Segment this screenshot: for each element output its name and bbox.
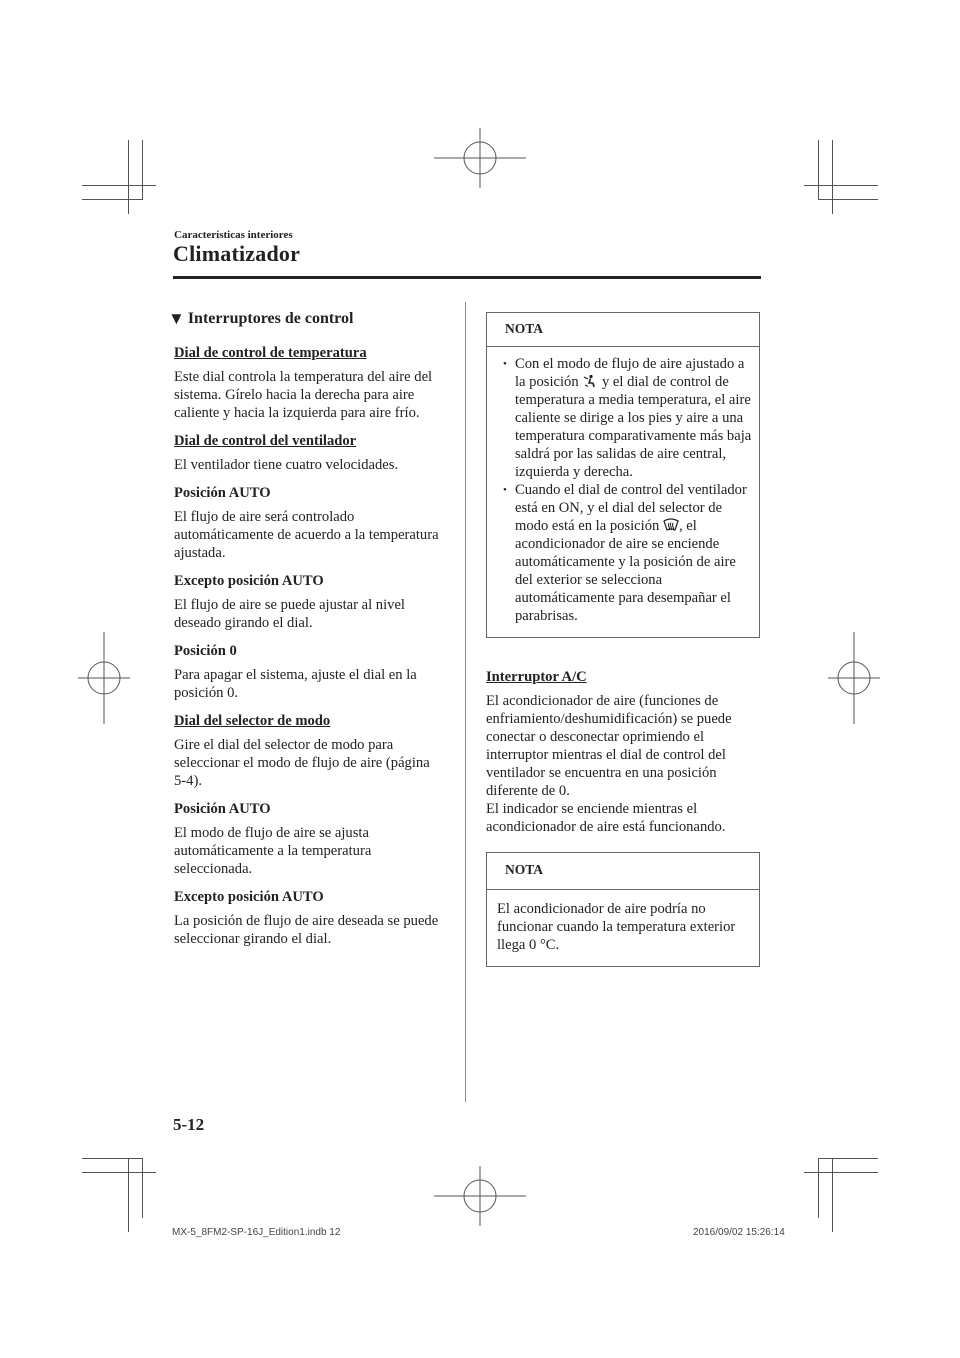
mode-dial-title: Dial del selector de modo — [174, 713, 331, 729]
fan-zero-title: Posición 0 — [174, 643, 237, 659]
nota-list — [487, 355, 759, 625]
section-heading-text: Interruptores de control — [187, 310, 354, 327]
nota-box-2 — [486, 852, 760, 967]
fan-dial-text: El ventilador tiene cuatro velocidades. — [174, 457, 399, 473]
registration-mark-bottom — [434, 1166, 526, 1226]
triangle-down-icon: ▼ — [168, 309, 185, 328]
nota-box-1 — [486, 312, 760, 638]
footer-filename: MX-5_8FM2-SP-16J_Edition1.indb 12 — [172, 1227, 341, 1238]
floor-dash-airflow-icon — [582, 374, 598, 388]
fan-auto-text: El flujo de aire será controlado automáticamente de acuerdo a la temperatura ajustada. — [174, 509, 439, 561]
fan-zero-text: Para apagar el sistema, ajuste el dial en la posición 0. — [174, 667, 417, 701]
nota-rule-1 — [487, 346, 759, 347]
fan-except-text: El flujo de aire se puede ajustar al nivel deseado girando el dial. — [174, 597, 405, 631]
nota-item-2: • Cuando el dial de control del ventilador está en ON, y el dial del selector de modo está en la posición , el acondicionador de aire se enciende automáticamente y la posición de aire del exterior se selecciona automáticamente para desempañar el parabrisas. — [501, 481, 753, 625]
mode-dial-text: Gire el dial del selector de modo para seleccionar el modo de flujo de aire (página 5-4). — [174, 737, 430, 789]
page-title: Climatizador — [173, 241, 301, 266]
section-label: Características interiores — [174, 229, 293, 241]
ac-text-2: El indicador se enciende mientras el acondicionador de aire está funcionando. — [486, 801, 726, 835]
page-number: 5-12 — [173, 1115, 205, 1134]
fan-auto-title: Posición AUTO — [174, 485, 271, 501]
mode-auto-text: El modo de flujo de aire se ajusta automáticamente a la temperatura seleccionada. — [174, 825, 372, 877]
mode-except-text: La posición de flujo de aire deseada se puede seleccionar girando el dial. — [174, 913, 439, 947]
right-column — [486, 312, 760, 967]
mode-except-title: Excepto posición AUTO — [174, 889, 324, 905]
nota-text-2: El acondicionador de aire podría no funcionar cuando la temperatura exterior llega 0 °C. — [497, 901, 736, 953]
title-rule — [173, 276, 761, 279]
nota-label-1: NOTA — [505, 321, 544, 336]
temp-dial-text: Este dial controla la temperatura del aire del sistema. Gírelo hacia la derecha para aire caliente y hacia la izquierda para aire frío. — [174, 369, 433, 421]
mode-auto-title: Posición AUTO — [174, 801, 271, 817]
section-heading — [168, 310, 444, 328]
ac-switch-title: Interruptor A/C — [486, 669, 587, 685]
fan-except-title: Excepto posición AUTO — [174, 573, 324, 589]
registration-mark-left — [78, 632, 130, 724]
nota-label-2: NOTA — [505, 862, 544, 877]
column-divider — [465, 302, 466, 1102]
fan-dial-title: Dial de control del ventilador — [174, 433, 357, 449]
registration-mark-top — [434, 128, 526, 188]
registration-mark-right — [828, 632, 880, 724]
nota-item-1: • Con el modo de flujo de aire ajustado a la posición y el dial de control de temperatura a media temperatura, el aire caliente se dirige a los pies y aire a una temperatura comparativamente más baja saldrá por las salidas de aire central, izquierda y derecha. — [501, 355, 753, 481]
temp-dial-title: Dial de control de temperatura — [174, 345, 367, 361]
windshield-defrost-icon — [663, 518, 679, 532]
ac-text-1: El acondicionador de aire (funciones de enfriamiento/deshumidificación) se puede conectar o desconectar oprimiendo el interruptor mientras el dial de control del ventilador se encuentra en una posición diferente de 0. — [486, 693, 732, 799]
footer-timestamp: 2016/09/02 15:26:14 — [693, 1227, 785, 1238]
left-column — [168, 309, 444, 958]
